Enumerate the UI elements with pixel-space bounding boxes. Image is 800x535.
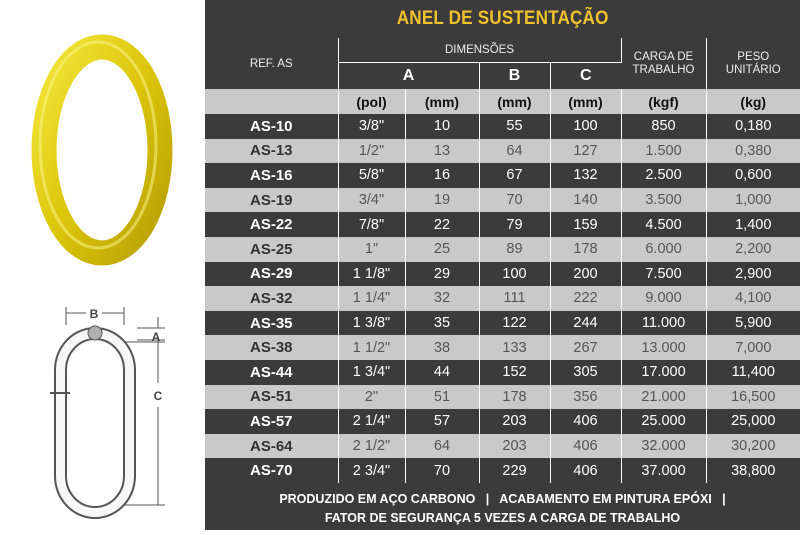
table-cell: 222 [550,286,621,311]
table-cell: 100 [479,262,550,287]
table-cell: 1 1/8" [338,262,405,287]
table-cell: 25.000 [621,409,706,434]
table-cell: 2 3/4" [338,458,405,483]
footer [205,486,800,530]
table-cell: 6.000 [621,237,706,262]
table-cell: 203 [479,434,550,459]
table-cell: 13.000 [621,335,706,360]
table-cell: 122 [479,311,550,336]
ref-cell: AS-10 [205,114,338,139]
ring-photo-icon [0,0,205,290]
table-cell: 244 [550,311,621,336]
ref-cell: AS-35 [205,311,338,336]
table-cell: 178 [479,385,550,410]
table-cell: 1 3/8" [338,311,405,336]
page-title: ANEL DE SUSTENTAÇÃO [396,8,609,29]
table-cell: 2 1/2" [338,434,405,459]
ref-cell: AS-19 [205,188,338,213]
ref-cell: AS-25 [205,237,338,262]
table-row [205,237,800,262]
header-weight [706,38,800,89]
table-cell: 850 [621,114,706,139]
ref-cell: AS-44 [205,360,338,385]
technical-diagram [0,295,205,530]
table-cell: 9.000 [621,286,706,311]
table-cell: 44 [405,360,479,385]
table-cell: 5/8" [338,163,405,188]
header-weight-line2: UNITÁRIO [725,63,781,76]
table-row [205,286,800,311]
table-row [205,262,800,287]
table-cell: 5,900 [706,311,800,336]
header-dim-a: A [338,63,479,90]
spec-panel [205,0,800,530]
header-dim-b: B [479,63,550,90]
table-cell: 7/8" [338,212,405,237]
table-cell: 406 [550,458,621,483]
ref-cell: AS-64 [205,434,338,459]
footer-line2: FATOR DE SEGURANÇA 5 VEZES A CARGA DE TRABALHO [324,511,681,525]
table-cell: 35 [405,311,479,336]
ref-cell: AS-13 [205,139,338,164]
table-row [205,360,800,385]
table-cell: 152 [479,360,550,385]
unit-cell: (kgf) [621,89,706,114]
table-cell: 178 [550,237,621,262]
table-cell: 70 [405,458,479,483]
header-weight-line1: PESO [737,50,770,63]
table-row [205,114,800,139]
table-cell: 17.000 [621,360,706,385]
table-cell: 11,400 [706,360,800,385]
table-cell: 57 [405,409,479,434]
table-cell: 1,400 [706,212,800,237]
header-dim-c: C [550,63,621,90]
table-row [205,163,800,188]
header-load [621,38,706,89]
table-cell: 7.500 [621,262,706,287]
table-cell: 133 [479,335,550,360]
ref-cell: AS-51 [205,385,338,410]
table-row [205,409,800,434]
ref-cell: AS-22 [205,212,338,237]
table-cell: 1 3/4" [338,360,405,385]
header-dimensions: DIMENSÕES [338,38,621,63]
table-row [205,139,800,164]
table-cell: 16,500 [706,385,800,410]
table-cell: 0,600 [706,163,800,188]
table-cell: 140 [550,188,621,213]
table-cell: 406 [550,434,621,459]
ref-cell: AS-29 [205,262,338,287]
table-cell: 22 [405,212,479,237]
table-cell: 67 [479,163,550,188]
table-cell: 200 [550,262,621,287]
ref-cell: AS-16 [205,163,338,188]
ref-cell: AS-38 [205,335,338,360]
units-row [205,89,800,114]
footer-line1: PRODUZIDO EM AÇO CARBONO | ACABAMENTO EM PINTURA EPÓXI | [279,492,726,506]
table-cell: 406 [550,409,621,434]
table-cell: 25,000 [706,409,800,434]
table-cell: 70 [479,188,550,213]
product-photo [0,0,205,290]
table-cell: 30,200 [706,434,800,459]
table-cell: 203 [479,409,550,434]
table-row [205,335,800,360]
table-cell: 229 [479,458,550,483]
table-cell: 37.000 [621,458,706,483]
table-cell: 10 [405,114,479,139]
title-bar [205,0,800,38]
ref-cell: AS-57 [205,409,338,434]
table-row [205,212,800,237]
table-cell: 0,180 [706,114,800,139]
unit-cell: (pol) [338,89,405,114]
table-cell: 159 [550,212,621,237]
table-cell: 13 [405,139,479,164]
table-cell: 21.000 [621,385,706,410]
diagram-label-b: B [89,307,99,321]
table-cell: 11.000 [621,311,706,336]
unit-cell: (mm) [479,89,550,114]
unit-cell: (mm) [550,89,621,114]
table-cell: 100 [550,114,621,139]
table-cell: 111 [479,286,550,311]
table-cell: 32 [405,286,479,311]
table-cell: 356 [550,385,621,410]
table-cell: 1 1/2" [338,335,405,360]
table-cell: 89 [479,237,550,262]
ref-cell: AS-70 [205,458,338,483]
table-cell: 7,000 [706,335,800,360]
table-row [205,434,800,459]
diagram-label-c: C [153,389,163,403]
table-cell: 2.500 [621,163,706,188]
table-cell: 2,900 [706,262,800,287]
table-cell: 2 1/4" [338,409,405,434]
table-row [205,311,800,336]
diagram-label-a: A [151,330,161,344]
table-cell: 25 [405,237,479,262]
table-cell: 1.500 [621,139,706,164]
table-cell: 51 [405,385,479,410]
table-cell: 19 [405,188,479,213]
header-load-line1: CARGA DE [633,50,694,63]
table-cell: 2" [338,385,405,410]
table-cell: 4.500 [621,212,706,237]
table-cell: 79 [479,212,550,237]
header-ref: REF. AS [205,38,338,89]
table-cell: 32.000 [621,434,706,459]
table-cell: 64 [405,434,479,459]
unit-cell: (kg) [706,89,800,114]
table-cell: 267 [550,335,621,360]
table-cell: 1,000 [706,188,800,213]
unit-cell [205,89,338,114]
table-cell: 3/8" [338,114,405,139]
table-cell: 1" [338,237,405,262]
table-row [205,188,800,213]
table-cell: 132 [550,163,621,188]
table-cell: 2,200 [706,237,800,262]
table-cell: 29 [405,262,479,287]
table-cell: 0,380 [706,139,800,164]
table-cell: 3/4" [338,188,405,213]
table-cell: 38 [405,335,479,360]
table-cell: 38,800 [706,458,800,483]
table-cell: 64 [479,139,550,164]
spec-table [205,38,800,483]
table-cell: 305 [550,360,621,385]
table-cell: 3.500 [621,188,706,213]
unit-cell: (mm) [405,89,479,114]
header-load-line2: TRABALHO [632,63,695,76]
table-cell: 4,100 [706,286,800,311]
ref-cell: AS-32 [205,286,338,311]
table-cell: 1 1/4" [338,286,405,311]
table-cell: 1/2" [338,139,405,164]
table-row [205,458,800,483]
table-cell: 55 [479,114,550,139]
table-row [205,385,800,410]
table-cell: 16 [405,163,479,188]
table-cell: 127 [550,139,621,164]
